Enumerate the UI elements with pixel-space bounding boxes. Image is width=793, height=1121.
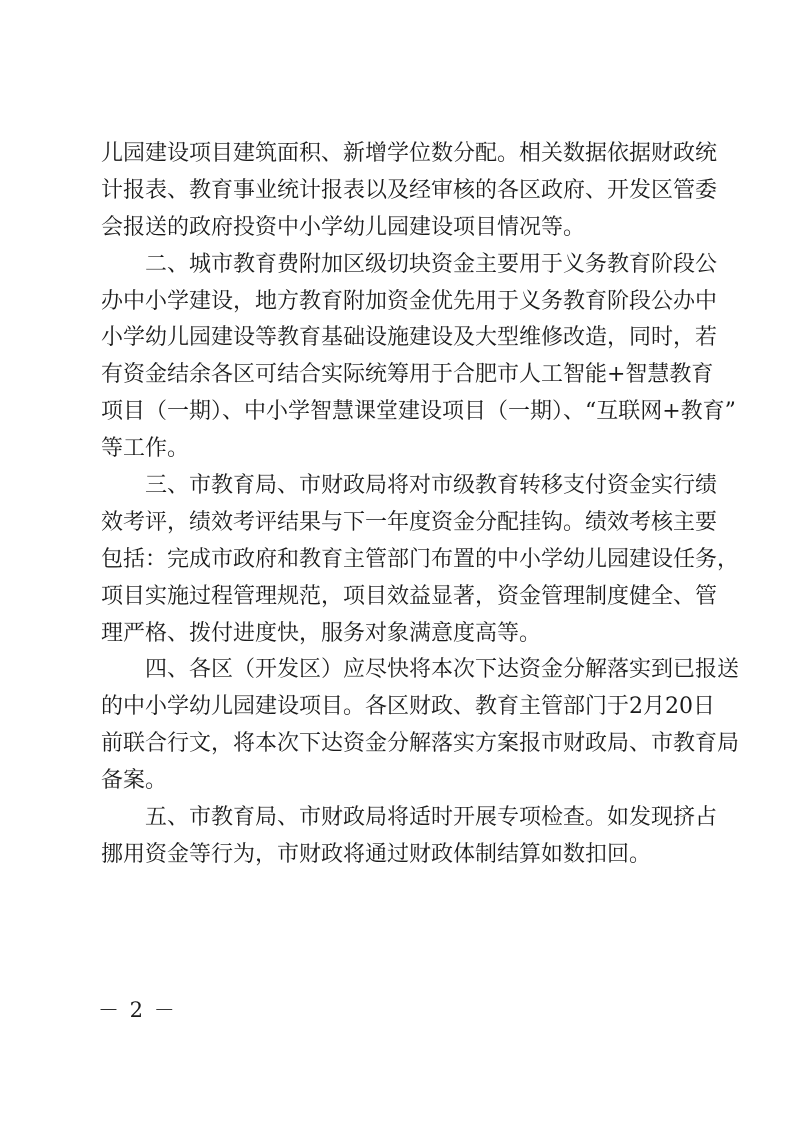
document-body	[101, 136, 740, 874]
text-line: 计报表、教育事业统计报表以及经审核的各区政府、开发区管委	[101, 177, 718, 203]
page-number: － 2 －	[98, 998, 177, 1022]
text-line: 效考评，绩效考评结果与下一年度资金分配挂钩。绩效考核主要	[101, 509, 718, 535]
text-line: 小学幼儿园建设等教育基础设施建设及大型维修改造，同时，若	[101, 325, 718, 351]
text-line: 项目（一期）、中小学智慧课堂建设项目（一期）、“互联网+教育”	[101, 399, 736, 425]
text-line: 五、市教育局、市财政局将适时开展专项检查。如发现挤占	[145, 805, 718, 831]
text-line: 的中小学幼儿园建设项目。各区财政、教育主管部门于2月20日	[101, 694, 715, 720]
text-line: 前联合行文，将本次下达资金分解落实方案报市财政局、市教育局	[101, 731, 740, 757]
text-line: 等工作。	[101, 436, 190, 462]
text-line: 包括：完成市政府和教育主管部门布置的中小学幼儿园建设任务，	[101, 546, 740, 572]
text-line: 四、各区（开发区）应尽快将本次下达资金分解落实到已报送	[145, 657, 740, 683]
text-line: 项目实施过程管理规范，项目效益显著，资金管理制度健全、管	[101, 583, 718, 609]
text-line: 会报送的政府投资中小学幼儿园建设项目情况等。	[101, 214, 586, 240]
text-line: 有资金结余各区可结合实际统筹用于合肥市人工智能+智慧教育	[101, 362, 714, 388]
text-line: 备案。	[101, 768, 168, 794]
text-line: 理严格、拨付进度快，服务对象满意度高等。	[101, 620, 542, 646]
text-line: 挪用资金等行为，市财政将通过财政体制结算如数扣回。	[101, 841, 652, 867]
text-line: 儿园建设项目建筑面积、新增学位数分配。相关数据依据财政统	[101, 141, 718, 166]
text-line: 办中小学建设，地方教育附加资金优先用于义务教育阶段公办中	[101, 288, 718, 314]
text-line: 二、城市教育费附加区级切块资金主要用于义务教育阶段公	[145, 251, 718, 277]
text-line: 三、市教育局、市财政局将对市级教育转移支付资金实行绩	[145, 473, 718, 499]
